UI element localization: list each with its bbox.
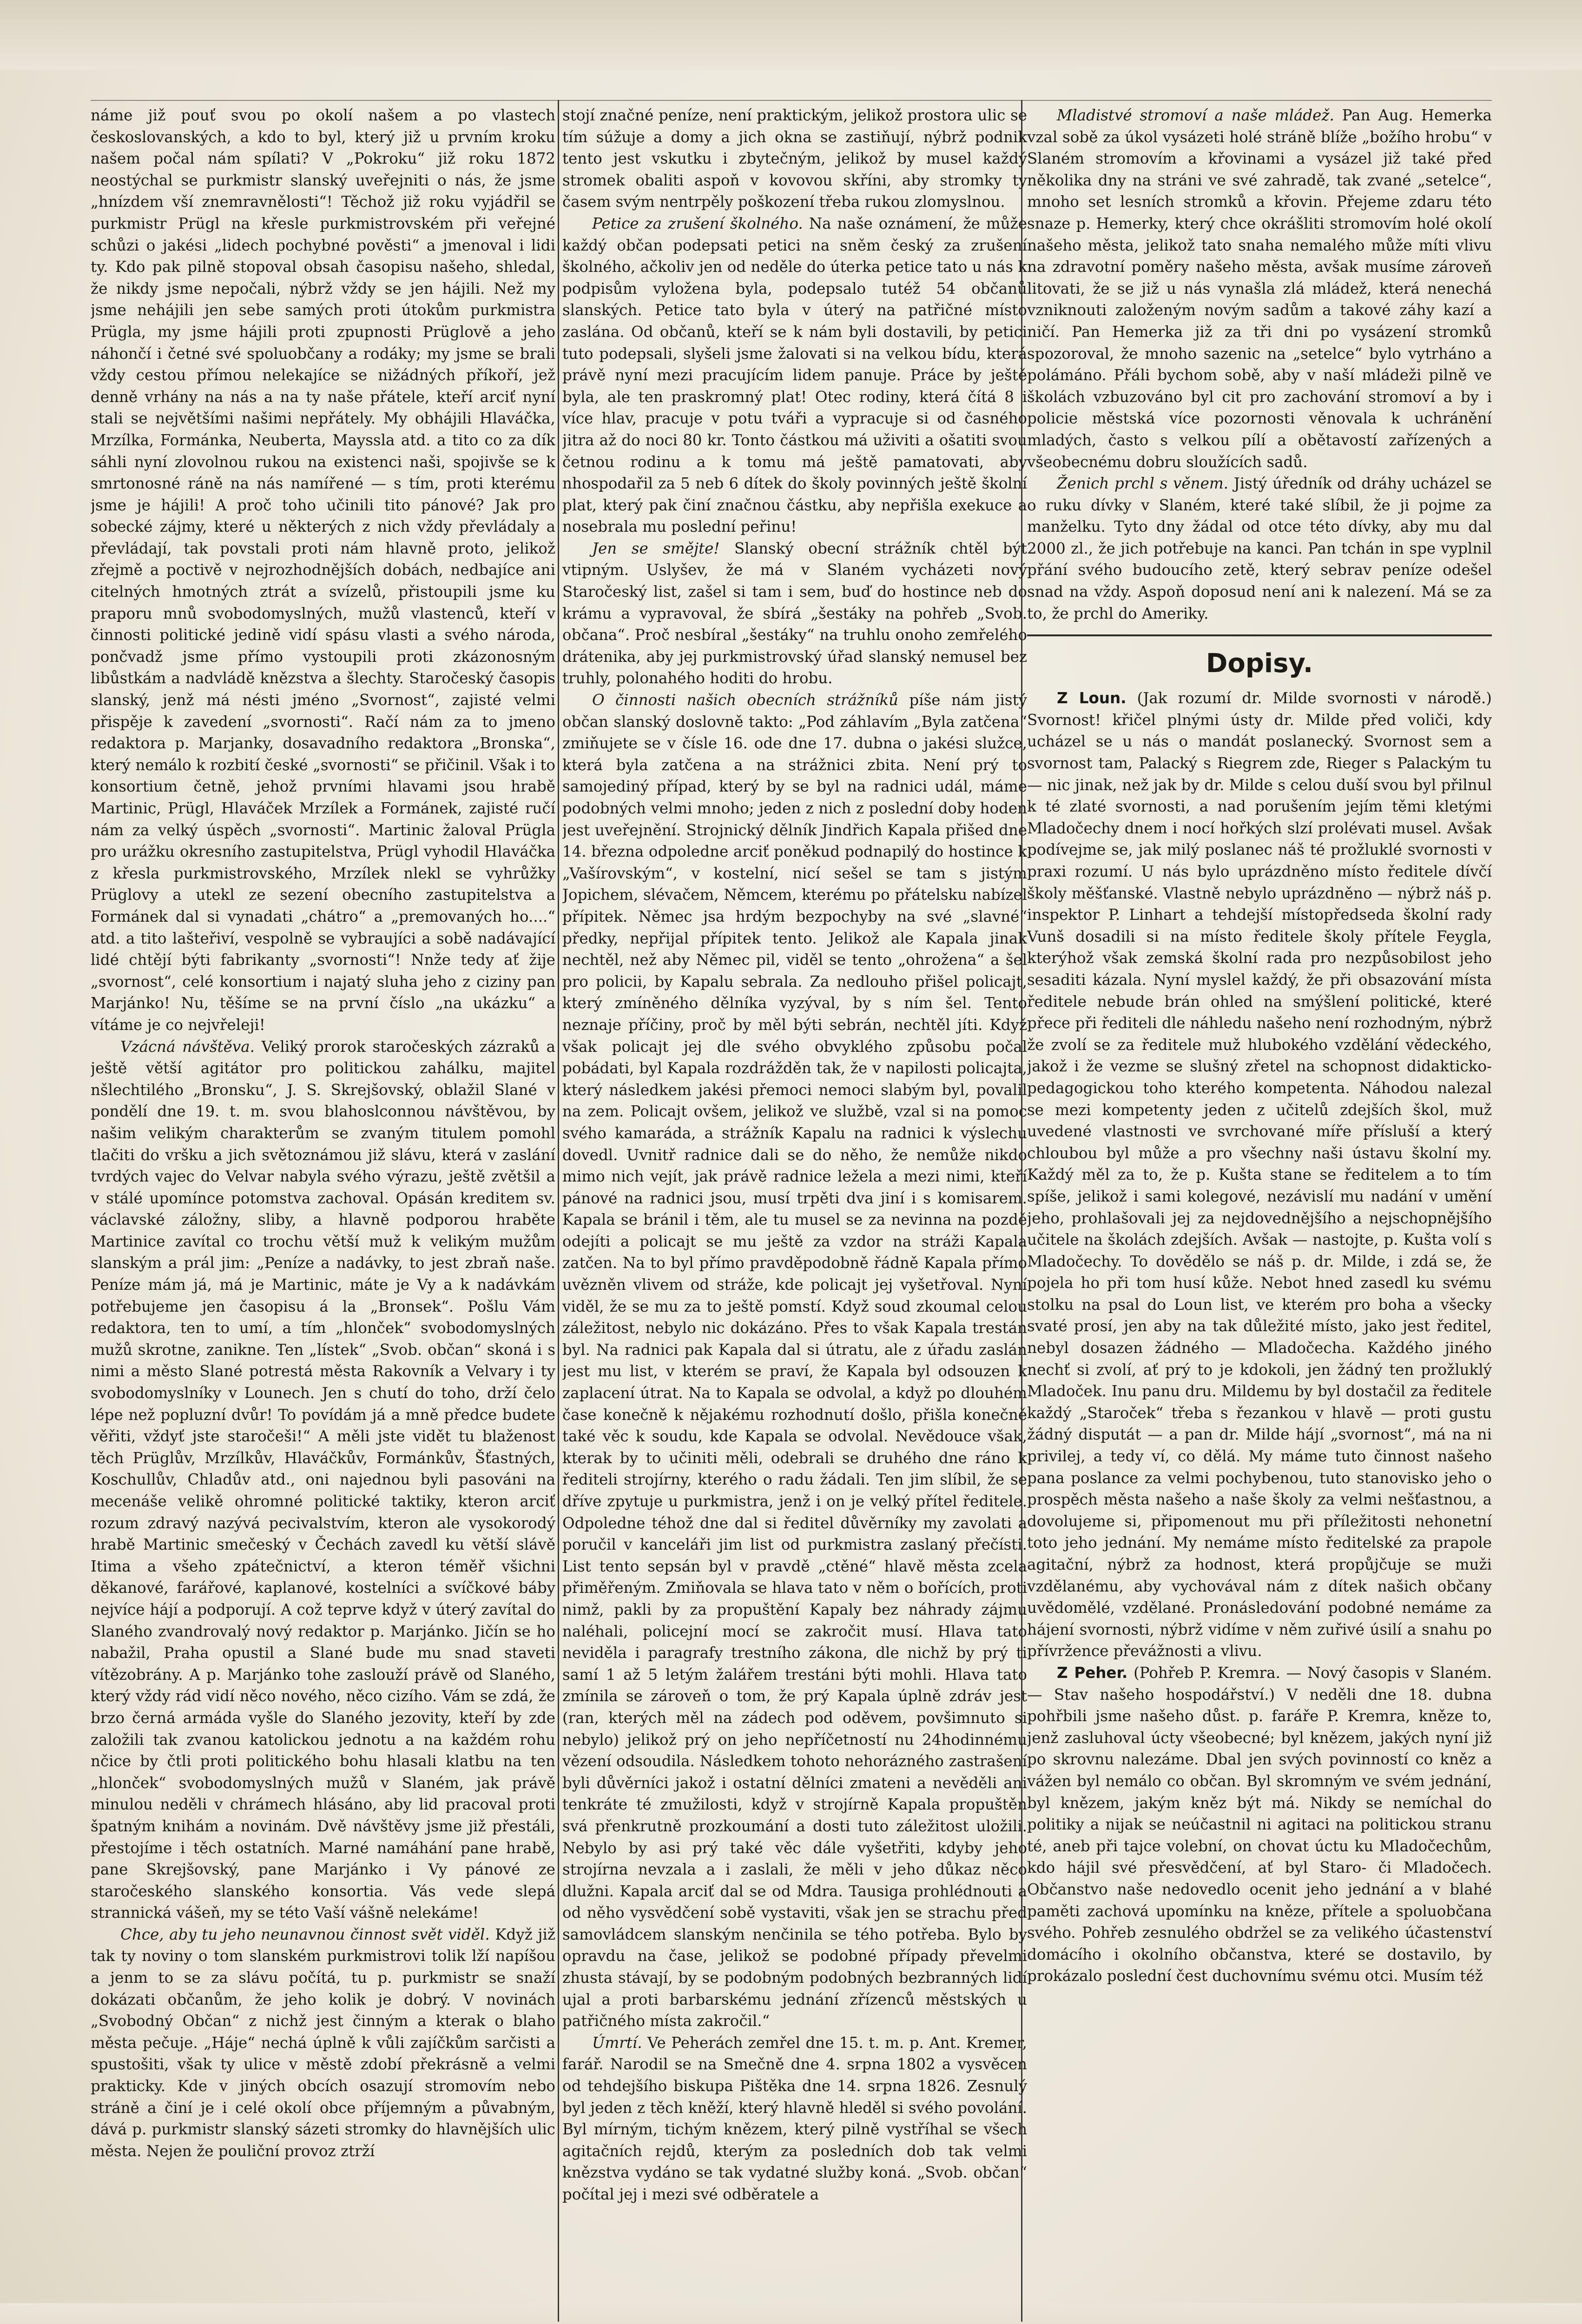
article-umrti: Úmrtí. Ve Peherách zemřel dne 15. t. m. p. Ant. Kremer, farář. Narodil se na Smečně dne 4. srpna 1802 a vysvěcen od tehdejšího biskupa Pištěka dne 14. srpna 1826. Zesnulý byl jeden z těch kněží, který hlavně hleděl si svého povolání. Byl mírným, tichým knězem, který pilně vystříhal se všech agitačních rejdů, kterým za posledních dob tak velmi knězstva vydáno se tak vydatné služby koná. „Svob. občan“ počítal jej i mezi své odběratele a: [562, 2034, 1027, 2203]
scan-top-margin: [0, 0, 1582, 70]
article-text: náme již pouť svou po okolí našem a po vlastech českoslovanských, a kdo to byl, který již u prvním kroku našem počal nám spílati? V „Pokroku“ již roku 1872 neostýchal se purkmistr slanský uveřejniti o nás, že jsme „hnízdem vší znemravnělosti“! Těchož již roku vyjádřil se purkmistr Prügl na křesle purkmistrovském při veřejné schůzi o jakési „lidech pochybné pověsti“ a jmenoval i lidi ty. Kdo pak pilně stopoval obsah časopisu našeho, shledal, že nikdy jsme nepočali, nýbrž vždy se jen hájili. Než my jsme nehájili jen sebe samých proti útokům purkmistra Prügla, my jsme hájili proti zpupnosti Prüglově a jeho náhončí i četné své spoluobčany a rodáky; my jsme se brali vždy cestou přímou nelekajíce se nižádných příkoří, jež denně vrhány na nás a na ty naše přátele, kteří arciť nyní stali se největšími našimi nepřátely. My obhájili Hlaváčka, Mrzílka, Formánka, Neuberta, Mayssla atd. a tito co za dík sáhli nyní zlovolnou rukou na existenci naši, spojivše se k smrtonosné ráně na nás namířené — s tím, proti kterému jsme je hájili! A proč toho učinili tito pánové? Jak pro sobecké zájmy, které u některých z nich vždy převládaly a převládají, tak povstali proti nám hlavně proto, jelikož zřejmě a poctivě v nejrozhodnějších dobách, nedbajíce ani citelných hmotných ztrát a svízelů, přistoupili jsme ku praporu mnů svobodomyslných, mužů vlastenců, kteří v činnosti politické jedině vidí spásu vlasti a svého národa, pončvadž jsme přímo vystoupili proti zkázonosným libůstkám a nadvládě knězstva a šlechty. Staročeský časopis slanský, jenž má nésti jméno „Svornost“, zajisté velmi přispěje k zavedení „svornosti“. Račí nám za to jmeno redaktora p. Marjanky, dosavadního redaktora „Bronska“, který nemálo k rozbití české „svornosti“ se přičinil. Však i to konsortium četně, jehož prvními hlavami jsou hrabě Martinic, Prügl, Hlaváček Mrzílek a Formánek, zajisté ručí nám za velký úspěch „svornosti“. Martinic žaloval Prügla pro urážku okresního zastupitelstva, Prügl vyhodil Hlaváčka z křesla purkmistrovského, Mrzílek nlekl se vyhrůžky Prüglovy a utekl ze sezení obecního zastupitelstva a Formánek dal si vynadati „chátro“ a „premovaných ho....“ atd. a tito lašteřiví, vespolně se vybraujíci a sobě nadávající lidé chtějí býti fabrikanty „svornosti“! Nnže tedy ať žije „svornost“, celé konsortium i najatý sluha jeho z ciziny pan Marjánko! Nu, těšíme se na první číslo „na ukázku“ a vítáme je co nejvřeleji!: [91, 106, 555, 1034]
article-zenich: Ženich prchl s věnem. Jistý úředník od dráhy ucházel se o ruku dívky v Slaném, které také slíbil, že ji pojme za manželku. Tyto dny žádal od otce této dívky, aby mu dal 2000 zl., že jich potřebuje na kanci. Pan tchán in spe vyplnil přání svého budoucího zetě, který sebrav peníze odešel snad na vždy. Aspoň doposud není ani k nalezení. Má se za to, že prchl do Ameriky.: [1027, 475, 1492, 622]
column-divider-1: [558, 100, 559, 2322]
article-vzacna-navsteva: Vzácná návštěva. Veliký prorok staročeských zázraků a ještě větší agitátor pro politickou zahálku, majitel nšlechtilého „Bronsku“, J. S. Skrejšovský, oblažil Slané v pondělí dne 19. t. m. svou blahoslconnou návštěvou, by našim velikým charakterům se zvaným titulem pomohl tlačiti do vršku a jich světoznámou již slávu, která v zaslání tvrdých vajec do Velvar nabyla svého výrazu, ještě zvětšil a v stálé upomínce potomstva zachoval. Opásán kreditem sv. václavské záložny, sliby, a hlavně podporou hraběte Martinice zavítal co trochu větší muž k velikým mužům slanským a prál jim: „Peníze a nadávky, to jest zbraň naše. Peníze mám já, má je Martinic, máte je Vy a k nadávkám potřebujeme jen časopisu á la „Bronsek“. Pošlu Vám redaktora, ten to umí, a tím „hlonček“ svobodomyslných mužů skrotne, zanikne. Ten „lístek“ „Svob. občan“ skoná i s nimi a město Slané potrestá města Rakovník a Velvary i ty svobodomyslníky v Lounech. Jen s chutí do toho, drží čelo lépe než popluzní dvůr! To povídám já a mně předce budete věřiti, vždyť jste staročeši!“ A měli jste vidět tu blaženost těch Prüglův, Mrzílkův, Hlaváčkův, Formánkův, Šťastných, Koschullův, Chladův atd., oni najednou byli pasováni na mecenáše velikě ohromné politické taktiky, kteron arciť rozum zdravý nazývá pecivalstvím, kteron ale vysokorodý hrabě Martinic smečeský v Čechách zavedl ku větší slávě Itima a všeho zpátečnictví, a kteron téměř všichni děkanové, farářové, kaplanové, kostelníci a svíčkové báby nejvíce hájí a podporují. A což teprve když v úterý zavítal do Slaného zvandrovalý nový redaktor p. Marjánko. Jičín se ho nabažil, Praha opustil a Slané bude mu snad staveti vítězobrány. A p. Marjánko tohe zaslouží právě od Slaného, který vždy rád vidí něco nového, něco cizího. Vám se zdá, že brzo černá armáda vyšle do Slaného jezovity, kteří by zde založili tak zvanou katolickou jednotu a na každém rohu nčice by čtli proti politického bohu hlasali klatbu na ten „hlonček“ svobodomyslných mužů v Slaném, jak právě minulou neděli v chrámech hlásáno, aby lid pracoval proti špatným knihám a novinám. Dvě návštěvy jsme již přestáli, přestojíme i těch ostatních. Marné namáhání pane hrabě, pane Skrejšovský, pane Marjánko i Vy pánové ze staročeského slanského konsortia. Vás vede slepá strannická vášeň, my se této Vaší vášně nelekáme!: [91, 1037, 555, 1922]
letter-z-loun: Z Loun. (Jak rozumí dr. Milde svornosti v národě.) Svornost! křičel plnými ústy dr. Milde před voliči, kdy ucházel se u nás o mandát poslanecký. Svornost sem a svornost tam, Palacký s Riegrem zde, Rieger s Palackým tu — nic jinak, než jak by dr. Milde s celou duší svou byl přilnul k té zlaté svornosti, a nad porušením jejím těmi kletými Mladočechy dnem i nocí hořkých slzí prolévati musel. Avšak podívejme se, jak milý poslanec náš té prožluklé svornosti v praxi rozumí. U nás bylo uprázdněno místo ředitele dívčí školy měšťanské. Vlastně nebylo uprázdněno — nýbrž náš p. inspektor P. Linhart a tehdejší místopředseda školní rady Vunš dosadili si na místo ředitele školy přítele Feygla, kterýhož však zemská školní rada pro nezpůsobilost jeho sesaditi kázala. Nyní myslel každý, že při obsazování místa ředitele nebude brán ohled na smýšlení politické, které přece při řediteli dle náhledu našeho není rozhodným, nýbrž že zvolí se za ředitele muž hlubokého vzdělání vědeckého, jakož i že vezme se slušný zřetel na schopnost didakticko-pedagogickou toho kterého kompetenta. Náhodou nalezal se mezi kompetenty jeden z učitelů zdejších škol, muž uvedené vlastnosti ve svrchované míře přísluší a který chloubou byl může a pro všechny naši ústavu školní my. Každý měl za to, že p. Kušta stane se ředitelem a to tím spíše, jelikož i sami kolegové, nezávislí mu nadání v umění jeho, prohlašovali jej za nejdovednějšího a nejschopnějšího učitele na školách zdejších. Avšak — nastojte, p. Kušta volí s Mladočechy. To dovědělo se náš p. dr. Milde, i zdá se, že pojela ho při tom husí kůže. Nebot hned zasedl ku svému stolku na psal do Loun list, ve kterém pro boha a všecky svaté prosí, jen aby na tak důležité místo, jako jest ředitel, nebyl dosazen žádného — Mladočecha. Každého jiného nechť si zvolí, ať prý to je kdokoli, jen žádný ten prožluklý Mladoček. Inu panu dru. Mildemu by byl dostačil za ředitele každý „Staroček“ třeba s řezankou v hlavě — proti gustu žádný disputát — a pan dr. Milde hájí „svornost“, má na ni privilej, a tedy ví, co dělá. My máme tuto činnost našeho pana poslance za velmi pochybenou, tuto stanovisko jeho o prospěch města našeho a naše školy za velmi nešťastnou, a dovolujeme si, připomenout mu při příležitosti nehonetní toto jeho jednání. My nemáme místo ředitelské za prapole agitační, nýbrž za hodnost, která propůjčuje se muži vzdělanému, aby vychovával nám z dítek našich občany uvědomělé, vzdělané. Pronásledování podobné nemáme za hájení svornosti, nýbrž vidíme v něm zuřivé úsilí a snahu po přívržence převážnosti a vlivu.: [1027, 689, 1492, 1660]
scan-bottom-margin: [0, 2303, 1582, 2324]
column-2: [562, 105, 1027, 2301]
top-rule: [91, 100, 1492, 101]
article-jen-se-smejte: Jen se smějte! Slanský obecní strážník chtěl být vtipným. Uslyšev, že má v Slaném vycházeti nový Staročeský list, zašel si tam i sem, buď do hostince neb do krámu a vypravoval, že sbírá „šestáky na pohřeb „Svob. občana“. Proč nesbíral „šestáky“ na truhlu onoho zemřelého drátenika, aby jej purkmistrovský úřad slanský nemusel bez truhly, polonahého hoditi do hrobu.: [562, 539, 1027, 687]
section-divider: [1027, 634, 1492, 636]
article-chce-aby: Chce, aby tu jeho neunavnou činnost svět viděl. Když již tak ty noviny o tom slanském purkmistrovi tolik lží napíšou a jenm to se za slávu počítá, tu p. purkmistr se snaží dokázati občanům, že jeho kolik je dobrý. V novinách „Svobodný Občan“ z nichž jest činným a kterak o blaho města pečuje. „Háje“ nechá úplně k vůli zajíčkům sarčisti a spustošiti, však ty ulice v městě zdobí překrásně a velmi prakticky. Kde v jiných obcích osazují stromovím nebo stráně a činí je i celé okolí obce příjemným a půvabným, dává p. purkmistr slanský sázeti stromky do hlavnějších ulic města. Nejen že pouliční provoz ztrží: [91, 1925, 555, 2160]
letter-z-peher: Z Peher. (Pohřeb P. Kremra. — Nový časopis v Slaném. — Stav našeho hospodářství.) V neděli dne 18. dubna pohřbili jsme našeho důst. p. faráře P. Kremra, kněze to, jenž zasluhoval úcty všeobecné; byl knězem, jakých nyní již po skrovnu nalezáme. Dbal jen svých povinností co kněz a vážen byl nemálo co občan. Byl skromným ve svém jednání, byl knězem, jakým kněz být má. Nikdy se nemíchal do politiky a nijak se neúčastnil ni agitaci na politickou stranu té, aneb při tajce volební, on chovat úctu ku Mladočechům, kdo hájil své přesvědčení, ať byl Staro- či Mladočech. Občanstvo naše nedovedlo ocenit jeho jednání a v blahé paměti zachová upomínku na kněze, přítele a spoluobčana svého. Pohřeb zesnulého obdržel se za velikého účastenství domácího i okolního občanstva, které se dostavilo, by prokázalo poslední čest duchovnímu svému otci. Musím též: [1027, 1664, 1492, 1985]
article-mladistve-stromovi: Mladistvé stromoví a naše mládež. Pan Aug. Hemerka vzal sobě za úkol vysázeti holé stráně blíže „božího hrobu“ v Slaném stromovím a křovinami a vysázel již také před několika dny na stráni ve své zahradě, tak zvané „setelce“, mnoho set lesních stromků a křovin. Přejeme zdaru této snaze p. Hemerky, který chce okrášliti stromovím holé okolí našeho města, jelikož tato snaha nemalého může míti vlivu na zdravotní poměry našeho města, avšak musíme zároveň litovati, že se již u nás vynašla zlá mládež, která nenechá vzniknouti založeným novým sadům a takové záhy kazí a ničí. Pan Hemerka již za tři dni po vysázení stromků spozoroval, že mnoho sazenic na „setelce“ bylo vytrháno a polámáno. Přáli bychom sobě, aby v naší mládeži pilně ve školách vzbuzováno byl cit pro zachování stromoví a by i policie městská více pozornosti věnovala k uchránění mladých, často s velkou pílí a obětavostí zařízených a všeobecnému dobru sloužících sadů.: [1027, 106, 1492, 471]
article-petice: Petice za zrušení školného. Na naše oznámení, že může každý občan podepsati petici na sněm český za zrušení školného, ačkoliv jen od neděle do úterka petice tato u nás k podpisům vyložena byla, podepsalo tutéž 54 občanů slanských. Petice tato byla v úterý na patřičné místo zaslána. Od občanů, kteří se k nám byli dostavili, by petici tuto podepsali, slyšeli jsme žalovati si na velkou bídu, která právě nyní mezi pracujícím lidem panuje. Práce by ještě byla, ale ten praskromný plat! Otec rodiny, která čítá 8 i více hlav, pracuje v potu tváři a vypracuje si od časného jitra až do noci 80 kr. Tonto částkou má uživiti a ošatiti svou četnou rodinu a k tomu má ještě pamatovati, aby nhospodařil za 5 neb 6 dítek do školy povinných ještě školní plat, který pak činí značnou částku, aby nepřišla exekuce a nosebrala mu poslední peřinu!: [562, 214, 1027, 536]
column-1: [91, 105, 555, 2301]
article-strazniku: O činnosti našich obecních strážníků píše nám jistý občan slanský doslovně takto: „Pod záhlavím „Byla zatčena“ zmiňujete se v čísle 16. ode dne 17. dubna o jakési služce, která byla zatčena a na strážnici zbita. Není prý to samojediný případ, který by se byl na radnici udál, máme podobných velmi mnoho; jeden z nich z poslední doby hoden jest uveřejnění. Strojnický dělník Jindřich Kapala přišed dne 14. března odpoledne arciť poněkud podnapilý do hostince k „Vašírovským“, v kostelní, nicí sešel se tam s jistým Jopichem, slévačem, Němcem, kterému po přátelsku nabízel přípitek. Němec jsa hrdým bezpochyby na své „slavné“ předky, nepřijal přípitek tento. Jelikož ale Kapala jinak nechtěl, než aby Němec pil, viděl se tento „ohrožena“ a šel pro policii, by Kapalu sebrala. Za nedlouho přišel policajt, který zmíněného dělníka vyzýval, by s ním šel. Tento neznaje příčiny, proč by měl býti sebrán, nechtěl jíti. Když však policajt jej dle svého obvyklého způsobu počal pobádati, byl Kapala rozdrážděn tak, že v napilosti policajta, který následkem jakési přemoci nemoci slabým byl, povalil na zem. Policajt ovšem, jelikož ve službě, vzal si na pomoc svého kamaráda, a strážník Kapalu na radnici k výslechu dovedl. Uvnitř radnice dali se do něho, že nemůže nikdo mimo nich vejít, jak právě radnice ležela a mezi nimi, kteří pánové na radnici jsou, musí trpěti dva jiní i s komisarem. Kapala se bránil i těm, ale tu musel se za nevinna na pozdě odejíti a policajt se mu ještě za vzdor na stráži Kapala zatčen. Na to byl přímo pravděpodobně řádně Kapala přímo uvězněn vlivem od stráže, kde policajt jej vyšetřoval. Nyní viděl, že se mu za to ještě pomstí. Když soud zkoumal celou záležitost, nebylo nic dokázáno. Přes to však Kapala trestán byl. Na radnici pak Kapala dal si útratu, ale z úřadu zaslán jest mu list, v kterém se praví, že Kapala byl odsouzen k zaplacení útrat. Na to Kapala se odvolal, a když po dlouhém čase konečně k nějakému rozhodnutí došlo, přišla konečně také věc k soudu, kde Kapala se odvolal. Nevědouce však, kterak by to učiniti měli, odebrali se druhého dne ráno k řediteli strojírny, kterého o radu žádali. Ten jim slíbil, že se dříve zpytuje u purkmistra, jenž i on je velký přítel ředitele. Odpoledne téhož dne dal si ředitel důvěrníky my zavolati a poručil v kanceláři jim list od purkmistra zaslaný přečísti. List tento sepsán byl v pravdě „ctěné“ hlavě města zcela přiměřeným. Zmiňovala se hlava tato v něm o bořících, proti nimž, pakli by za propuštění Kapaly bez náhrady zájmu naléhali, policejní mocí se zakročit musí. Hlava tato neviděla i paragrafy trestního zákona, dle nichž by prý ti samí 1 až 5 letým žalářem trestáni býti mohli. Hlava tato zmínila se zároveň o tom, že prý Kapala úplně zdráv jest (ran, kterých měl na zádech pod oděvem, povšimnuto si nebylo) jelikož prý on jeho nepříčetností nu 24hodinnému vězení odsoudila. Následkem tohoto nehorázného zastrašení byli důvěrníci jakož i ostatní dělníci zmateni a nevěděli ani tenkráte té zmužilosti, když v strojírně Kapala propuštěn svá přenkrutně prozkoumání a dosti tuto záležitost uložili. Nebylo by asi prý také věc dále vyšetřiti, kdyby jeho strojírna nevzala a i zaslali, že měli v jeho důkaz něco dlužni. Kapala arciť dal se od Mdra. Tausiga prohlédnouti a od něho vysvědčení sobě vystaviti, však jen se strachu před samovládcem slanským nenčinila se tého potřeba. Bylo by opravdu na čase, jelikož se podobné případy převelmi zhusta stávají, by se podobným podobných bezbranných lidí ujal a proti barbarskému jednání zřízenců městských u patřičného místa zakročil.“: [562, 691, 1027, 2030]
column-3: [1027, 105, 1492, 2301]
article-text: stojí značné peníze, není praktickým, jelikož prostora ulic se tím súžuje a domy a jich okna se zastiňují, nýbrž podnik tento jest vskutku i zbytečným, jelikož by musel každý stromek obaliti aspoň v kovovou skříni, aby stromky ty časem svým nentrpěly poškození třeba rukou zlomyslnou.: [562, 106, 1027, 211]
section-heading-dopisy: Dopisy.: [1206, 648, 1313, 679]
